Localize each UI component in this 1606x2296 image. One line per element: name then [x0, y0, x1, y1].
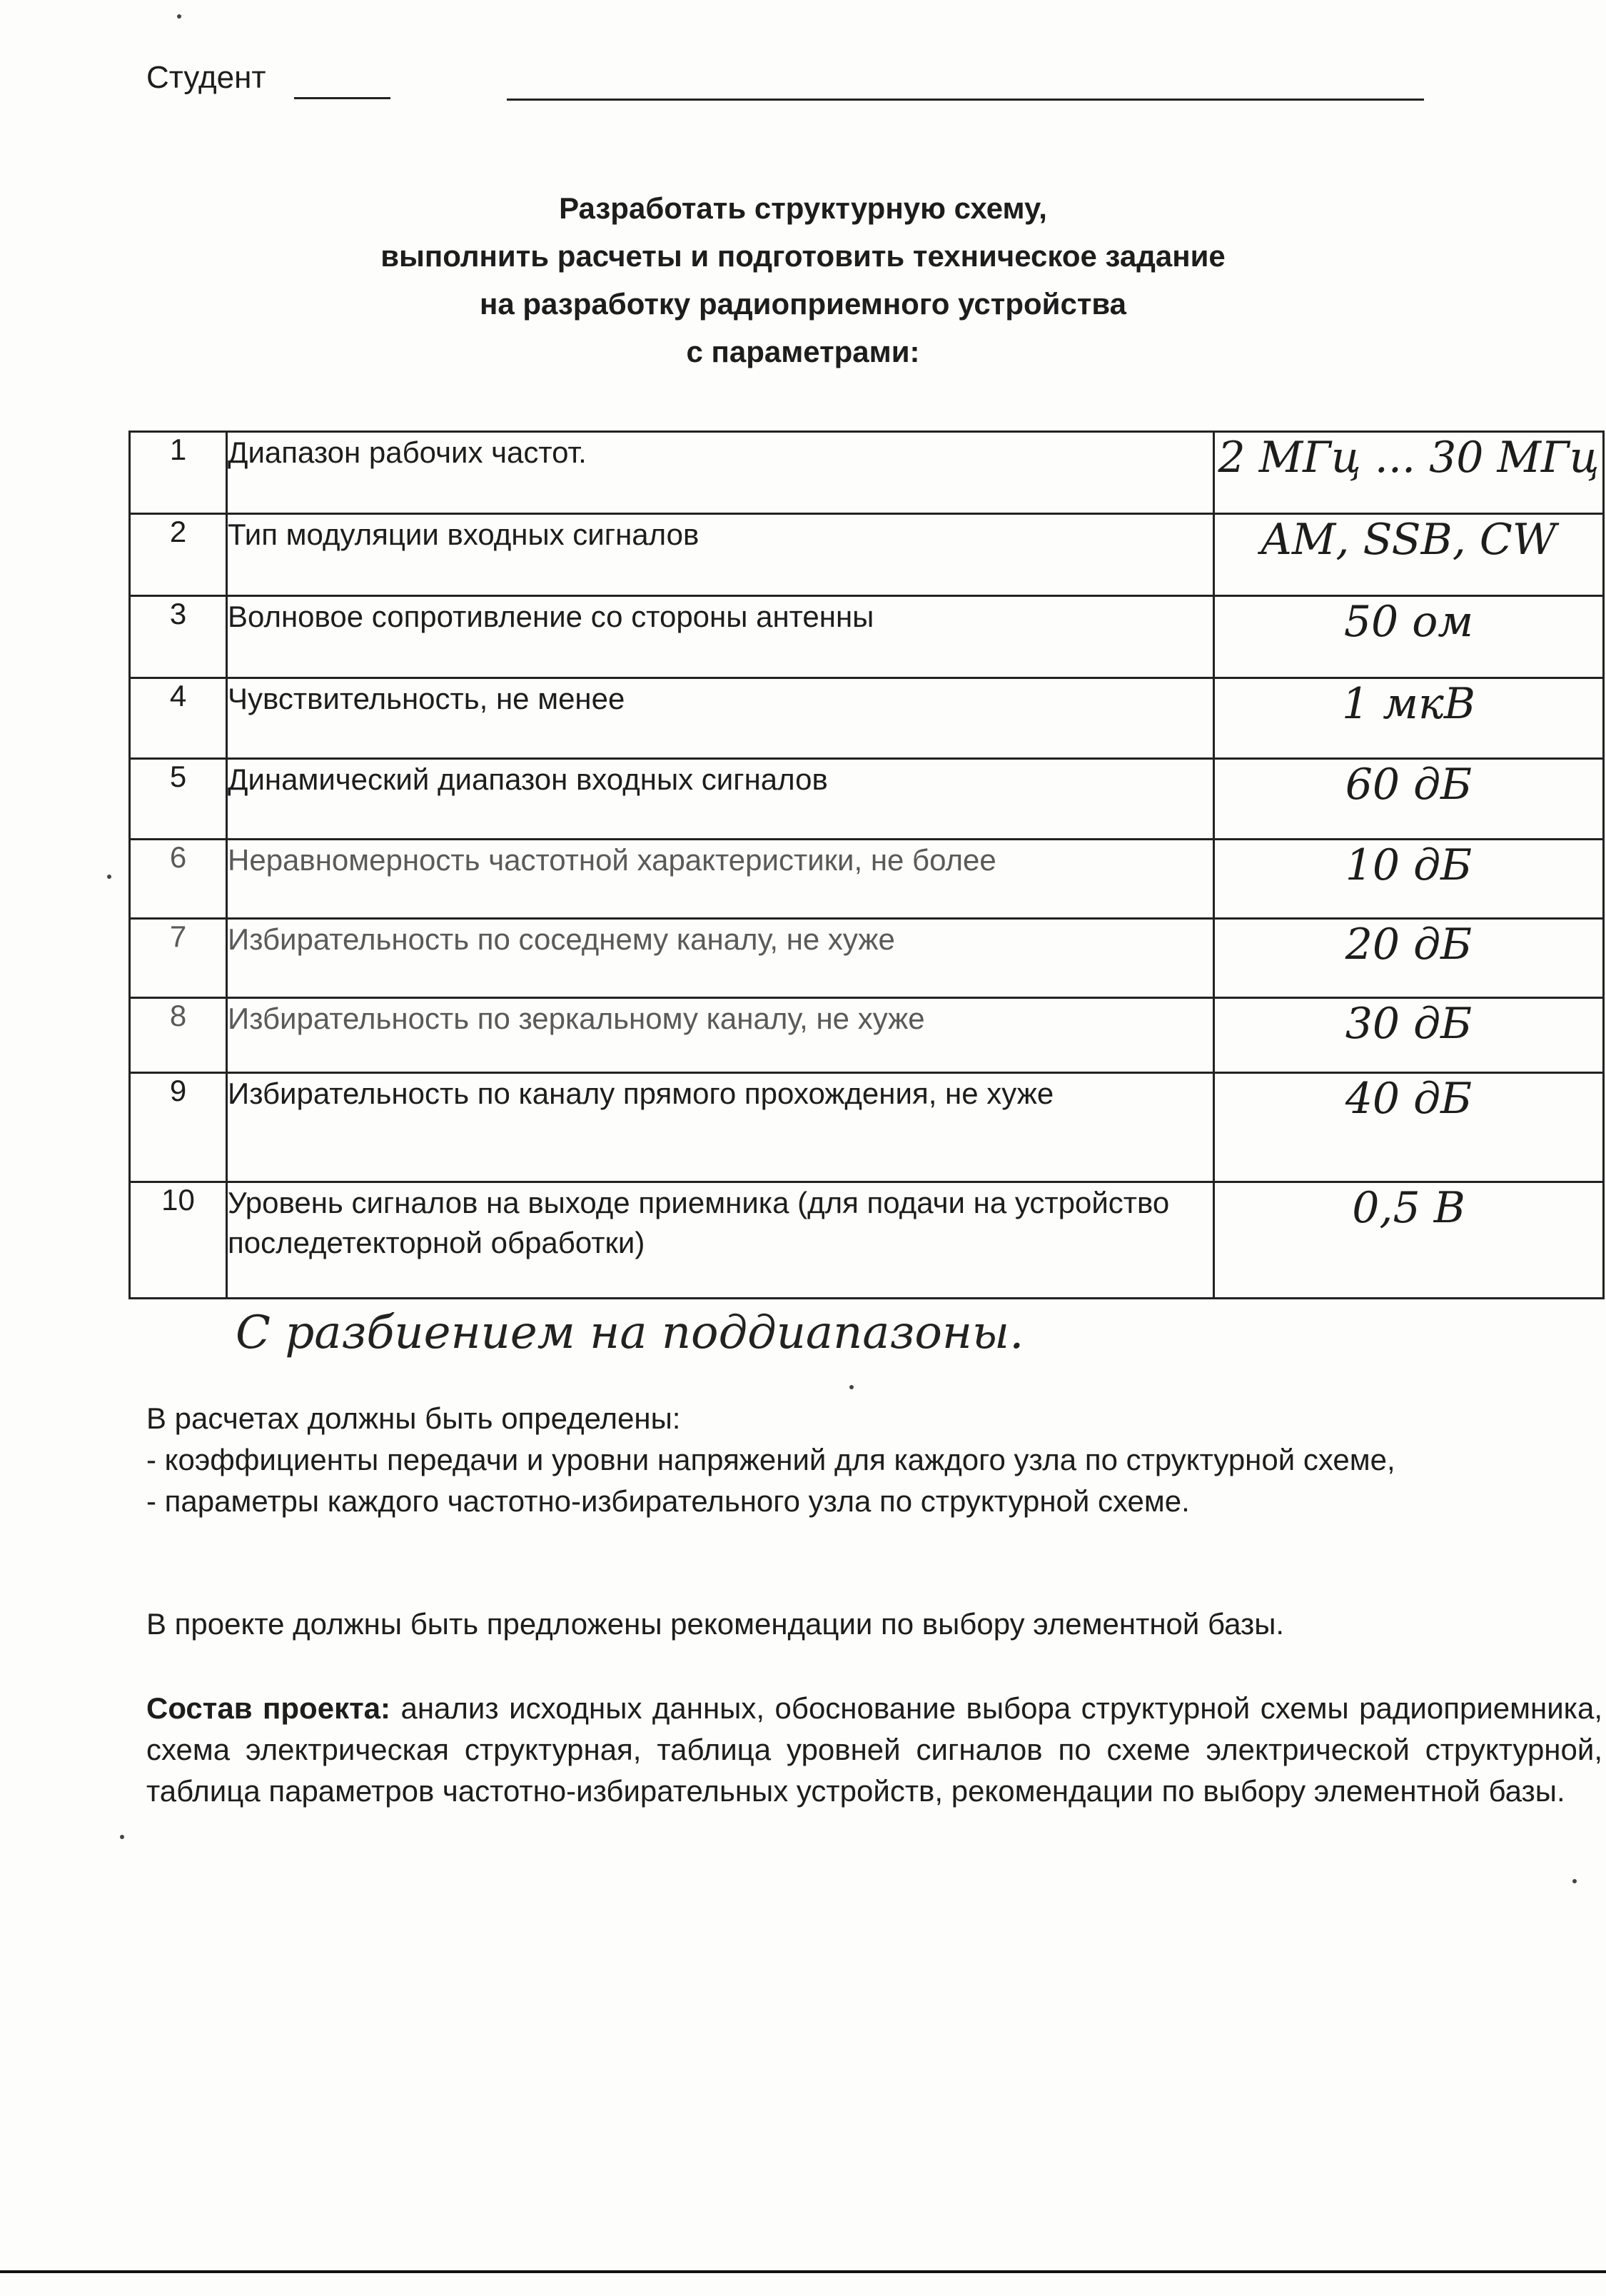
row-number: 9 — [130, 1073, 227, 1182]
recommendation-paragraph: В проекте должны быть предложены рекомендации по выбору элементной базы. — [146, 1607, 1285, 1641]
parameter-value: 0,5 В — [1214, 1182, 1604, 1299]
parameter-value: 50 ом — [1214, 596, 1604, 678]
parameter-name: Уровень сигналов на выходе приемника (для подачи на устройство последетекторной обработки) — [227, 1182, 1214, 1299]
calculations-item: - коэффициенты передачи и уровни напряжений для каждого узла по структурной схеме, — [146, 1443, 1395, 1476]
student-name-line-short — [294, 97, 390, 99]
table-row — [130, 759, 1604, 840]
row-number: 3 — [130, 596, 227, 678]
parameter-value: 2 МГц ... 30 МГц — [1214, 432, 1604, 514]
handwritten-note: С разбиением на поддиапазоны. — [236, 1306, 1024, 1359]
table-row — [130, 678, 1604, 759]
parameter-name: Избирательность по каналу прямого прохождения, не хуже — [227, 1073, 1214, 1182]
calculations-intro: В расчетах должны быть определены: — [146, 1401, 681, 1435]
parameter-value: 1 мкВ — [1214, 678, 1604, 759]
calculations-item: - параметры каждого частотно-избирательного узла по структурной схеме. — [146, 1484, 1190, 1518]
composition-label: Состав проекта: — [146, 1691, 390, 1725]
parameter-name: Избирательность по соседнему каналу, не хуже — [227, 919, 1214, 998]
scan-speck — [120, 1835, 124, 1839]
heading-line-2: выполнить расчеты и подготовить техническое задание — [380, 239, 1226, 273]
row-number: 8 — [130, 998, 227, 1073]
student-name-line-long — [507, 99, 1424, 101]
student-label: Студент — [146, 60, 266, 95]
table-row — [130, 432, 1604, 514]
table-row — [130, 1182, 1604, 1299]
parameter-name: Неравномерность частотной характеристики, не более — [227, 840, 1214, 919]
table-row — [130, 998, 1604, 1073]
heading-line-3: на разработку радиоприемного устройства — [479, 287, 1127, 321]
table-row — [130, 514, 1604, 596]
row-number: 10 — [130, 1182, 227, 1299]
composition-text: анализ исходных данных, обоснование выбора структурной схемы радиоприемника, схема электрическая структурная, таблица уровней сигналов по схеме электрической структурной, таблица параметров частотно-избирательных устройств, рекомендации по выбору элементной базы. — [146, 1691, 1602, 1808]
parameter-value: AM, SSB, CW — [1214, 514, 1604, 596]
row-number: 6 — [130, 840, 227, 919]
row-number: 1 — [130, 432, 227, 514]
parameter-name: Тип модуляции входных сигналов — [227, 514, 1214, 596]
table-row — [130, 919, 1604, 998]
parameter-value: 60 дБ — [1214, 759, 1604, 840]
scan-speck — [1572, 1879, 1577, 1883]
heading-line-4: с параметрами: — [686, 335, 920, 368]
scan-speck — [177, 14, 181, 19]
row-number: 5 — [130, 759, 227, 840]
calculations-section — [146, 1398, 1602, 1522]
scan-speck — [107, 875, 111, 879]
heading-line-1: Разработать структурную схему, — [559, 191, 1047, 225]
parameter-name: Диапазон рабочих частот. — [227, 432, 1214, 514]
row-number: 2 — [130, 514, 227, 596]
table-row — [130, 840, 1604, 919]
table-row — [130, 1073, 1604, 1182]
parameter-value: 40 дБ — [1214, 1073, 1604, 1182]
parameters-table — [128, 430, 1605, 1299]
page-bottom-rule — [0, 2270, 1606, 2273]
parameter-value: 30 дБ — [1214, 998, 1604, 1073]
composition-paragraph — [146, 1688, 1602, 1812]
parameter-name: Динамический диапазон входных сигналов — [227, 759, 1214, 840]
parameter-name: Чувствительность, не менее — [227, 678, 1214, 759]
parameter-name: Волновое сопротивление со стороны антенны — [227, 596, 1214, 678]
parameter-name: Избирательность по зеркальному каналу, не хуже — [227, 998, 1214, 1073]
table-row — [130, 596, 1604, 678]
row-number: 4 — [130, 678, 227, 759]
parameter-value: 20 дБ — [1214, 919, 1604, 998]
row-number: 7 — [130, 919, 227, 998]
document-heading — [0, 184, 1606, 376]
parameter-value: 10 дБ — [1214, 840, 1604, 919]
scan-speck — [849, 1385, 854, 1389]
